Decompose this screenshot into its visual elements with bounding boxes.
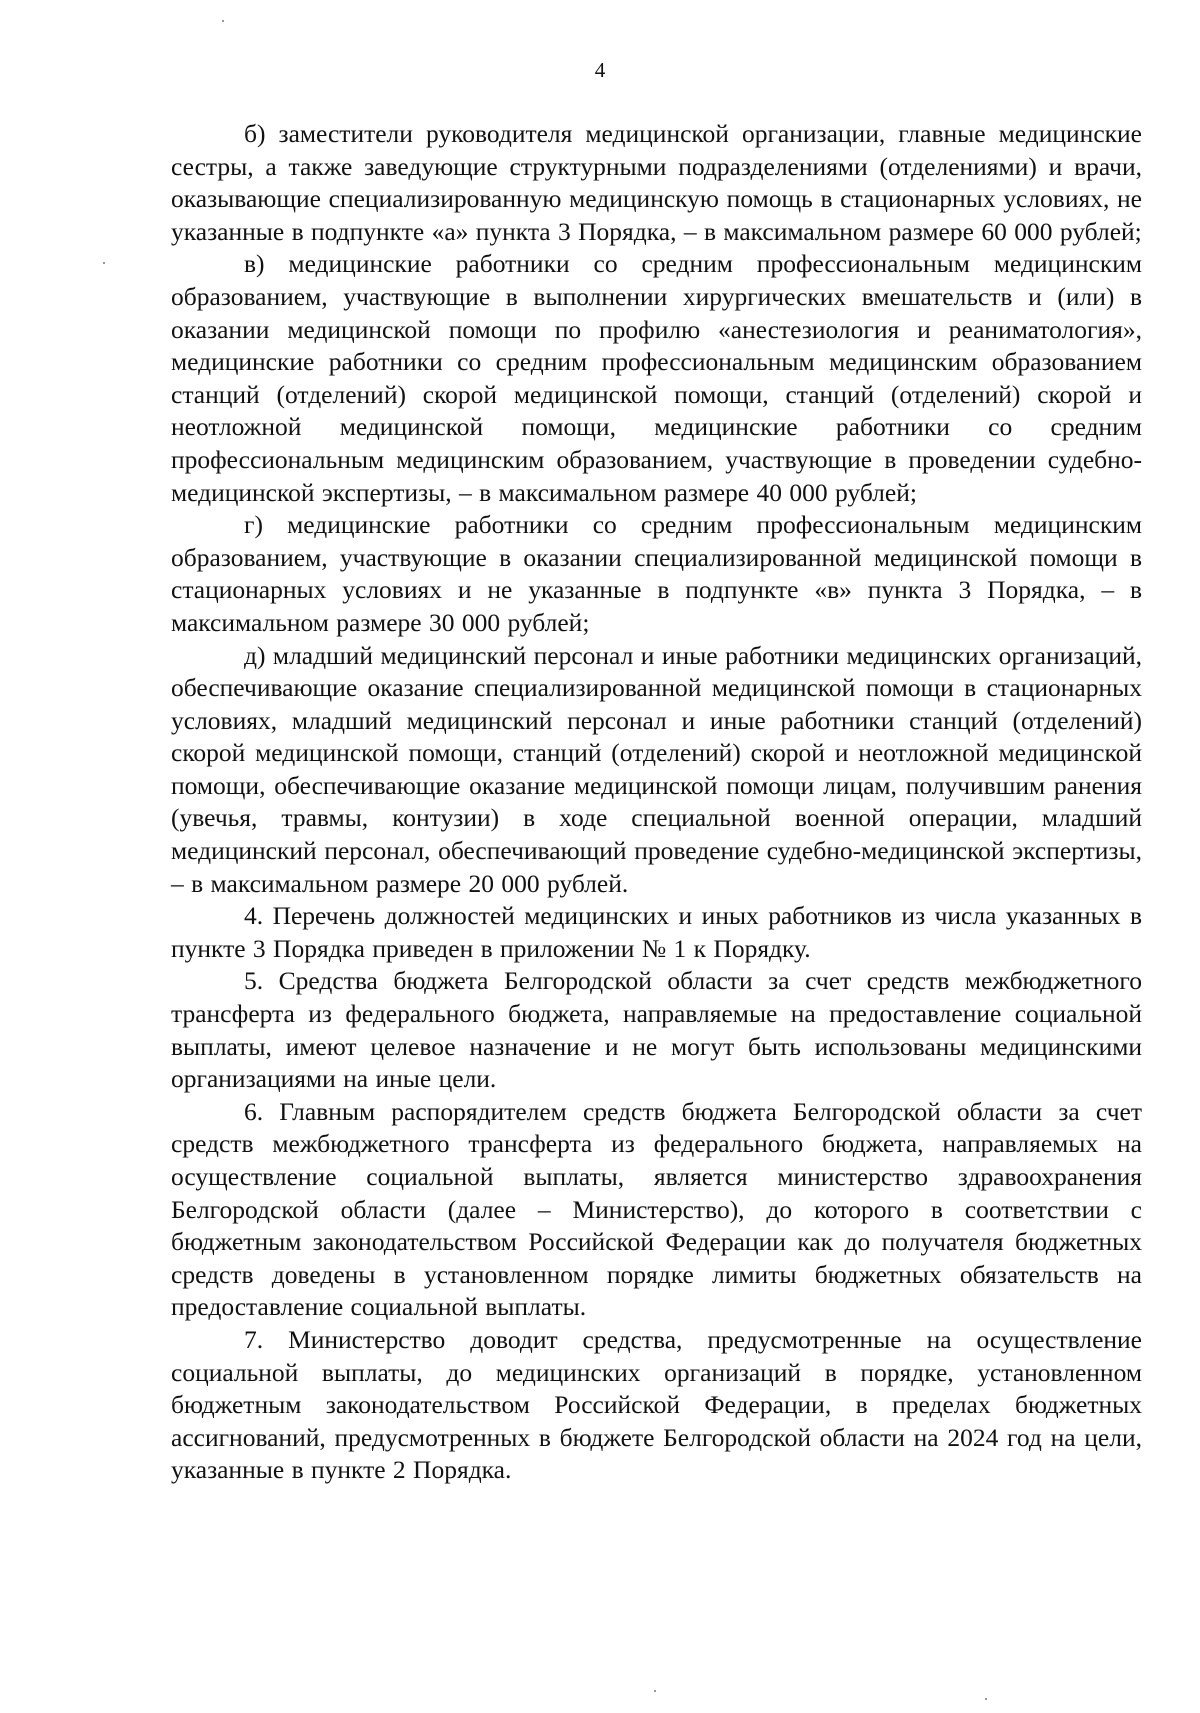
page-number: 4 [594, 58, 606, 82]
paragraph-v: в) медицинские работники со средним профессиональным медицинским образованием, участвующие в выполнении хирургических вмешательств и (или) в оказании медицинской помощи по профилю «анестезиология и реаниматология», медицинские работники со средним профессиональным медицинским образованием станций (отделений) скорой медицинской помощи, станций (отделений) скорой и неотложной медицинской помощи, медицинские работники со средним профессиональным медицинским образованием, участвующие в проведении судебно-медицинской экспертизы, – в максимальном размере 40 000 рублей; [171, 249, 1142, 507]
scan-speck [103, 262, 105, 264]
paragraph-d: д) младший медицинский персонал и иные работники медицинских организаций, обеспечивающие оказание специализированной медицинской помощи в стационарных условиях, младший медицинский персонал и иные работники станций (отделений) скорой медицинской помощи, станций (отделений) скорой и неотложной медицинской помощи, обеспечивающие оказание медицинской помощи лицам, получившим ранения (увечья, травмы, контузии) в ходе специальной военной операции, младший медицинский персонал, обеспечивающий проведение судебно-медицинской экспертизы, – в максимальном размере 20 000 рублей. [171, 640, 1142, 898]
paragraph-4: 4. Перечень должностей медицинских и иных работников из числа указанных в пункте 3 Порядка приведен в приложении № 1 к Порядку. [171, 901, 1142, 963]
scan-speck [222, 20, 224, 22]
paragraph-b: б) заместители руководителя медицинской организации, главные медицинские сестры, а также заведующие структурными подразделениями (отделениями) и врачи, оказывающие специализированную медицинскую помощь в стационарных условиях, не указанные в подпункте «а» пункта 3 Порядка, – в максимальном размере 60 000 рублей; [171, 119, 1142, 246]
scan-speck [654, 1690, 656, 1692]
document-body [171, 118, 1142, 1487]
paragraph-7: 7. Министерство доводит средства, предусмотренные на осуществление социальной выплаты, до медицинских организаций в порядке, установленном бюджетным законодательством Российской Федерации, в пределах бюджетных ассигнований, предусмотренных в бюджете Белгородской области на 2024 год на цели, указанные в пункте 2 Порядка. [171, 1324, 1142, 1485]
paragraph-5: 5. Средства бюджета Белгородской области за счет средств межбюджетного трансферта из федерального бюджета, направляемые на предоставление социальной выплаты, имеют целевое назначение и не могут быть использованы медицинскими организациями на иные цели. [171, 966, 1142, 1094]
paragraph-g: г) медицинские работники со средним профессиональным медицинским образованием, участвующие в оказании специализированной медицинской помощи в стационарных условиях и не указанные в подпункте «в» пункта 3 Порядка, – в максимальном размере 30 000 рублей; [171, 510, 1142, 637]
paragraph-6: 6. Главным распорядителем средств бюджета Белгородской области за счет средств межбюджетного трансферта из федерального бюджета, направляемых на осуществление социальной выплаты, является министерство здравоохранения Белгородской области (далее – Министерство), до которого в соответствии с бюджетным законодательством Российской Федерации как до получателя бюджетных средств доведены в установленном порядке лимиты бюджетных обязательств на предоставление социальной выплаты. [171, 1096, 1142, 1322]
scan-speck [985, 1698, 987, 1700]
